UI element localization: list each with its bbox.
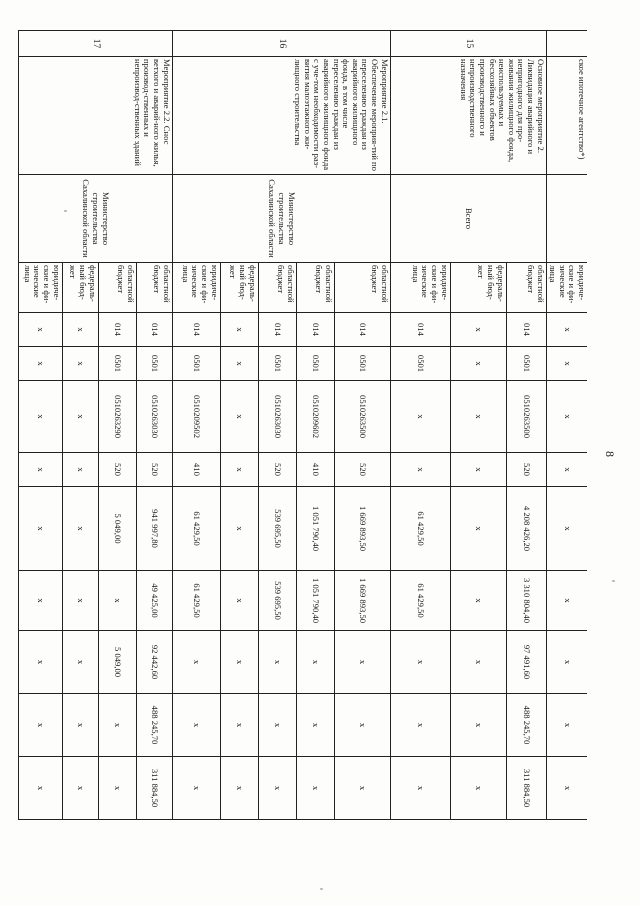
funding-source-cell: областной бюджет (136, 263, 172, 313)
x-mark-cell: x (450, 453, 506, 487)
x-mark-cell: x (390, 381, 450, 453)
year-amount-cell: 92 442,60 (136, 631, 172, 694)
x-mark-cell: x (450, 487, 506, 571)
budget-table-rotated (22, 30, 587, 875)
total-amount-cell: 61 429,50 (390, 487, 450, 571)
x-mark-cell: x (296, 757, 334, 820)
budget-code-cell: 0510209602 (296, 381, 334, 453)
budget-code-cell: 0501 (506, 347, 546, 381)
budget-code-cell: 410 (172, 453, 220, 487)
funding-source-cell: областной бюджет (334, 263, 390, 313)
x-mark-cell: x (546, 631, 587, 694)
scan-speck (64, 210, 67, 212)
x-mark-cell: x (258, 631, 296, 694)
activity-cell: Мероприятие 2.1. Обеспечение мероприя-тий по переселению граждан из аварийного жилищного фонда, в том числе переселению граждан из аварийного жилищного фонда с уче-том необходимости раз-вития малоэтажного жи-лищного строительства (172, 57, 390, 175)
budget-code-cell: 520 (258, 453, 296, 487)
funding-source-cell: юридиче-ские и фи-зические лица (18, 263, 62, 313)
x-mark-cell: x (546, 757, 587, 820)
x-mark-cell: x (18, 381, 62, 453)
x-mark-cell: x (220, 381, 258, 453)
x-mark-cell: x (450, 571, 506, 631)
x-mark-cell: x (334, 631, 390, 694)
x-mark-cell: x (546, 347, 587, 381)
x-mark-cell: x (18, 757, 62, 820)
budget-code-cell: 014 (506, 313, 546, 347)
x-mark-cell: x (390, 757, 450, 820)
year-amount-cell: 1 669 893,50 (334, 571, 390, 631)
budget-code-cell: 014 (258, 313, 296, 347)
budget-code-cell: 0510263030 (136, 381, 172, 453)
x-mark-cell: x (296, 694, 334, 757)
x-mark-cell: x (220, 631, 258, 694)
total-amount-cell: 5 049,00 (98, 487, 136, 571)
x-mark-cell: x (450, 631, 506, 694)
x-mark-cell: x (18, 571, 62, 631)
activity-cell: ское ипотечное агентство*) (546, 57, 587, 175)
budget-code-cell: 520 (136, 453, 172, 487)
budget-code-cell: 0510209502 (172, 381, 220, 453)
year-amount-cell: 311 884,50 (506, 757, 546, 820)
row-number-cell: 15 (390, 31, 546, 57)
table-row (506, 31, 546, 876)
x-mark-cell: x (98, 571, 136, 631)
x-mark-cell: x (390, 453, 450, 487)
x-mark-cell: x (296, 631, 334, 694)
budget-code-cell: 520 (506, 453, 546, 487)
executor-cell: Министерство строительства Сахалинской области (172, 175, 390, 263)
x-mark-cell: x (18, 453, 62, 487)
budget-code-cell: 520 (98, 453, 136, 487)
executor-cell (546, 175, 587, 263)
x-mark-cell: x (546, 487, 587, 571)
budget-code-cell: 014 (172, 313, 220, 347)
year-amount-cell: 311 884,50 (136, 757, 172, 820)
x-mark-cell: x (546, 571, 587, 631)
budget-code-cell: 0510263030 (258, 381, 296, 453)
budget-code-cell: 0501 (136, 347, 172, 381)
budget-code-cell: 0501 (390, 347, 450, 381)
x-mark-cell: x (258, 694, 296, 757)
funding-source-cell: федераль-ный бюд-жет (220, 263, 258, 313)
x-mark-cell: x (62, 757, 98, 820)
x-mark-cell: x (62, 453, 98, 487)
scan-speck (320, 888, 323, 890)
budget-code-cell: 014 (390, 313, 450, 347)
x-mark-cell: x (18, 631, 62, 694)
x-mark-cell: x (450, 381, 506, 453)
total-amount-cell: 941 997,80 (136, 487, 172, 571)
budget-code-cell: 0510263500 (334, 381, 390, 453)
executor-cell: Министерство строительства Сахалинской области (18, 175, 172, 263)
budget-code-cell: 0510263500 (506, 381, 546, 453)
budget-code-cell: 014 (334, 313, 390, 347)
executor-cell: Всего (390, 175, 546, 263)
x-mark-cell: x (390, 694, 450, 757)
year-amount-cell: 488 245,70 (136, 694, 172, 757)
x-mark-cell: x (62, 487, 98, 571)
x-mark-cell: x (546, 381, 587, 453)
funding-source-cell: областной бюджет (258, 263, 296, 313)
scan-speck (612, 580, 615, 582)
year-amount-cell: 1 051 790,40 (296, 571, 334, 631)
year-amount-cell: 5 049,00 (98, 631, 136, 694)
x-mark-cell: x (62, 313, 98, 347)
table-row (334, 31, 390, 876)
funding-source-cell: федераль-ный бюд-жет (62, 263, 98, 313)
budget-code-cell: 0501 (172, 347, 220, 381)
total-amount-cell: 1 669 893,50 (334, 487, 390, 571)
x-mark-cell: x (258, 757, 296, 820)
activity-cell: Мероприятие 2.2. Снос ветхого и аварий-ного жилья, производ-ственных и непроизвод-ственных зданий (18, 57, 172, 175)
total-amount-cell: 1 051 790,40 (296, 487, 334, 571)
x-mark-cell: x (450, 313, 506, 347)
year-amount-cell: 3 310 804,40 (506, 571, 546, 631)
page-number: 8 (603, 451, 617, 457)
budget-table-container (22, 30, 587, 875)
funding-source-cell: федераль-ный бюд-жет (450, 263, 506, 313)
total-amount-cell: 539 695,50 (258, 487, 296, 571)
funding-source-cell: областной бюджет (296, 263, 334, 313)
x-mark-cell: x (220, 757, 258, 820)
x-mark-cell: x (334, 694, 390, 757)
funding-source-cell: областной бюджет (506, 263, 546, 313)
funding-source-cell: юридиче-ские и фи-зические лица (546, 263, 587, 313)
total-amount-cell: 4 208 426,20 (506, 487, 546, 571)
x-mark-cell: x (220, 694, 258, 757)
budget-code-cell: 0510263290 (98, 381, 136, 453)
x-mark-cell: x (220, 347, 258, 381)
x-mark-cell: x (98, 694, 136, 757)
budget-code-cell: 410 (296, 453, 334, 487)
x-mark-cell: x (172, 757, 220, 820)
x-mark-cell: x (62, 571, 98, 631)
x-mark-cell: x (546, 313, 587, 347)
x-mark-cell: x (62, 347, 98, 381)
row-number-cell: 17 (18, 31, 172, 57)
x-mark-cell: x (220, 487, 258, 571)
x-mark-cell: x (172, 694, 220, 757)
x-mark-cell: x (62, 631, 98, 694)
budget-code-cell: 014 (296, 313, 334, 347)
x-mark-cell: x (18, 347, 62, 381)
year-amount-cell: 97 491,60 (506, 631, 546, 694)
x-mark-cell: x (18, 487, 62, 571)
funding-source-cell: юридиче-ские и фи-зические лица (390, 263, 450, 313)
funding-source-cell: областной бюджет (98, 263, 136, 313)
x-mark-cell: x (62, 694, 98, 757)
activity-cell: Основное мероприятие 2. Ликвидация аварийного и непригодного для про-живания жилищного фонда, неиспользуемых и бесхозяйных объектов производственного и непроизводственного назначения (390, 57, 546, 175)
budget-code-cell: 0501 (98, 347, 136, 381)
funding-source-cell: юридиче-ские и фи-зические лица (172, 263, 220, 313)
x-mark-cell: x (334, 757, 390, 820)
budget-code-cell: 0501 (296, 347, 334, 381)
x-mark-cell: x (450, 694, 506, 757)
x-mark-cell: x (18, 694, 62, 757)
budget-code-cell: 014 (136, 313, 172, 347)
table-row (546, 31, 587, 876)
x-mark-cell: x (390, 631, 450, 694)
x-mark-cell: x (450, 347, 506, 381)
budget-code-cell: 520 (334, 453, 390, 487)
x-mark-cell: x (18, 313, 62, 347)
x-mark-cell: x (546, 694, 587, 757)
year-amount-cell: 61 429,50 (390, 571, 450, 631)
x-mark-cell: x (546, 453, 587, 487)
total-amount-cell: 61 429,50 (172, 487, 220, 571)
year-amount-cell: 49 425,00 (136, 571, 172, 631)
x-mark-cell: x (172, 631, 220, 694)
x-mark-cell: x (98, 757, 136, 820)
budget-code-cell: 0501 (258, 347, 296, 381)
year-amount-cell: 539 695,50 (258, 571, 296, 631)
x-mark-cell: x (220, 571, 258, 631)
x-mark-cell: x (220, 313, 258, 347)
budget-table (18, 30, 587, 876)
year-amount-cell: 488 245,70 (506, 694, 546, 757)
year-amount-cell: 61 429,50 (172, 571, 220, 631)
budget-code-cell: 0501 (334, 347, 390, 381)
table-row (136, 31, 172, 876)
x-mark-cell: x (62, 381, 98, 453)
row-number-cell: 16 (172, 31, 390, 57)
x-mark-cell: x (450, 757, 506, 820)
x-mark-cell: x (220, 453, 258, 487)
row-number-cell (546, 31, 587, 57)
budget-code-cell: 014 (98, 313, 136, 347)
